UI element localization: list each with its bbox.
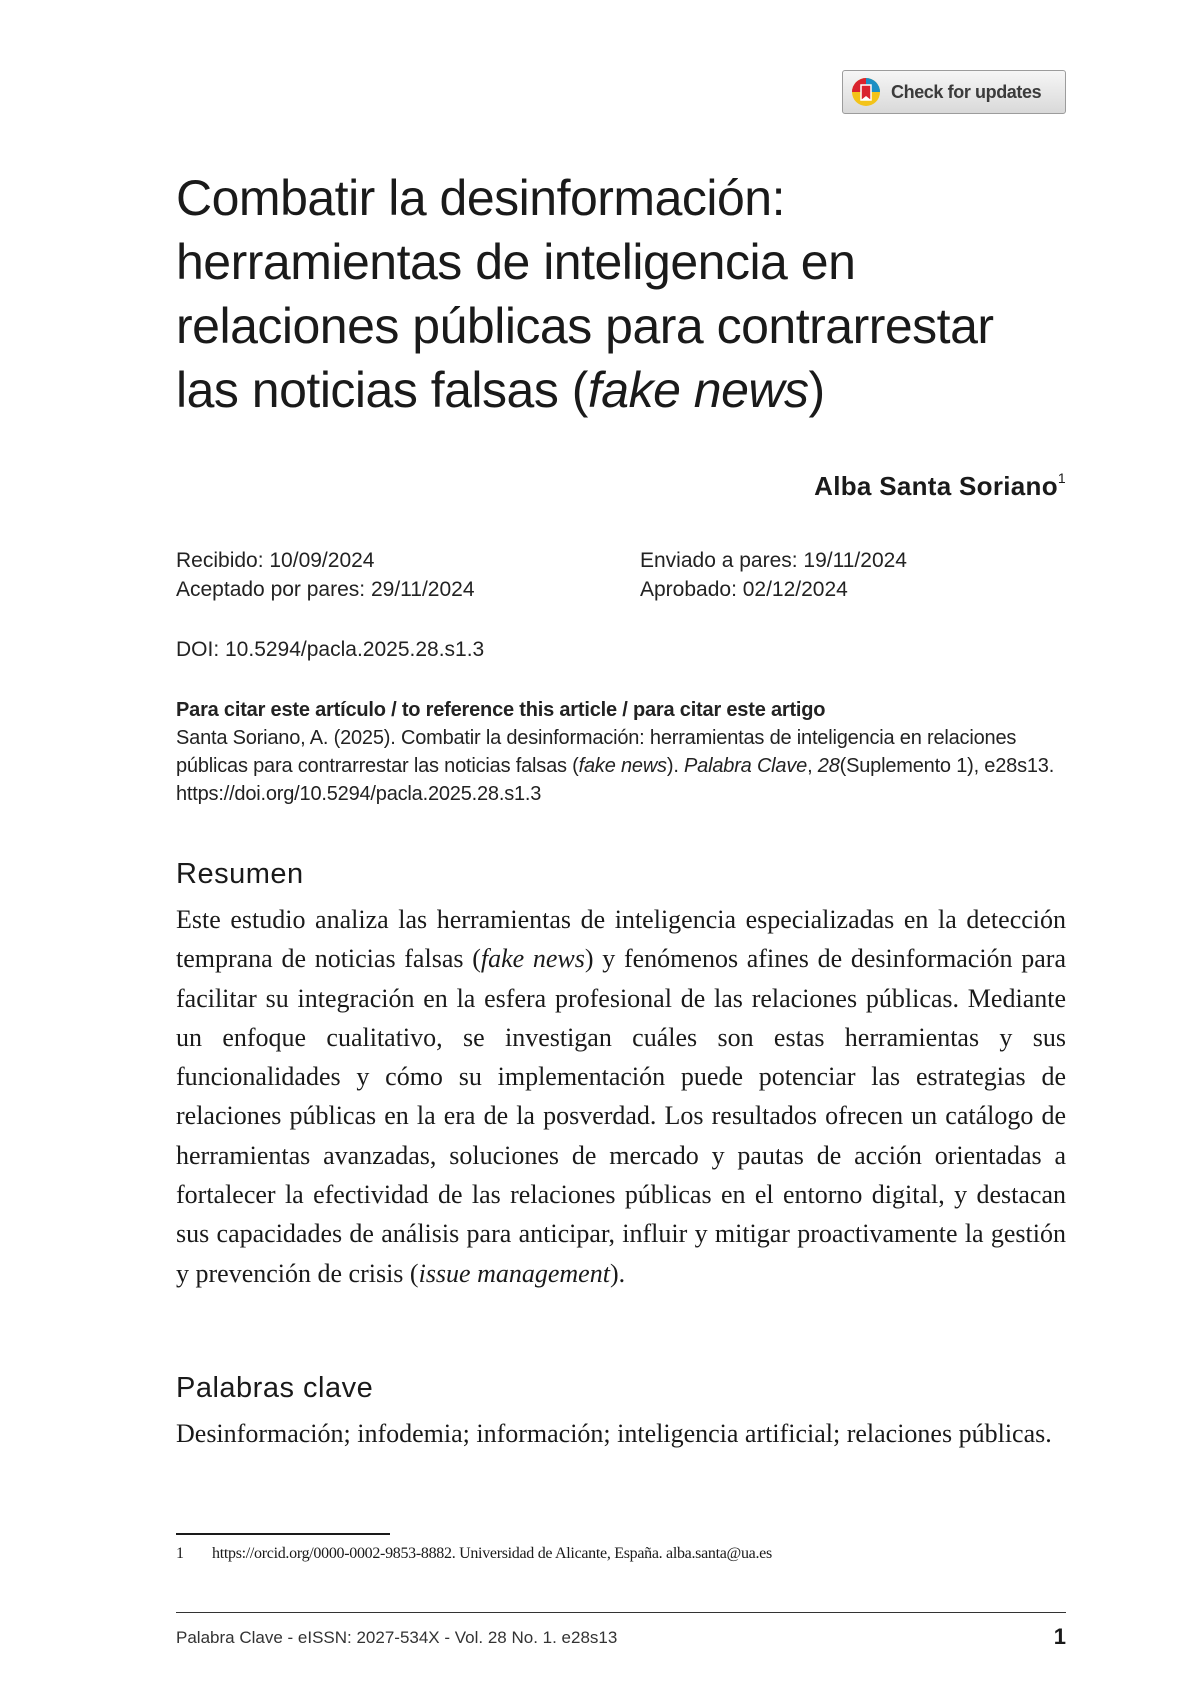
doi: DOI: 10.5294/pacla.2025.28.s1.3 bbox=[176, 638, 485, 661]
dates-right-column bbox=[640, 546, 907, 604]
abstract-text bbox=[176, 900, 1066, 1293]
dates-left-column bbox=[176, 546, 475, 604]
footer-journal-info: Palabra Clave - eISSN: 2027-534X - Vol. 28 No. 1. e28s13 bbox=[176, 1628, 618, 1647]
footnote-text: https://orcid.org/0000-0002-9853-8882. Universidad de Alicante, España. alba.santa@ua.es bbox=[212, 1545, 772, 1562]
footnote bbox=[176, 1545, 1076, 1563]
approved-date: Aprobado: 02/12/2024 bbox=[640, 578, 848, 601]
title-line-2: herramientas de inteligencia en bbox=[176, 234, 856, 290]
crossmark-icon bbox=[851, 77, 881, 107]
check-for-updates-button[interactable] bbox=[842, 70, 1066, 114]
citation-part-2: ). bbox=[666, 755, 685, 777]
title-line-3: relaciones públicas para contrarrestar bbox=[176, 298, 994, 354]
citation-volume: 28 bbox=[817, 755, 840, 777]
citation-italic-1: fake news bbox=[578, 755, 667, 777]
abstract-part-2: ) y fenómenos afines de desinformación para facilitar su integración en la esfera profesional de las relaciones públicas. Mediante un enfoque cualitativo, se investigan cuáles son estas herramientas y sus funcionalidades y cómo su implementación puede potenciar las estrategias de relaciones públicas en la era de la posverdad. Los resultados ofrecen un catálogo de herramientas avanzadas, soluciones de mercado y pautas de acción orientadas a fortalecer la efectividad de las relaciones públicas en el entorno digital, y destacan sus capacidades de análisis para anticipar, influir y mitigar proactivamente la gestión y prevención de crisis ( bbox=[176, 944, 1066, 1288]
title-line-4-suffix: ) bbox=[808, 362, 825, 418]
citation-part-4: (Suplemento 1), e28s13. https://doi.org/10.5294/pacla.2025.28.s1.3 bbox=[176, 755, 1055, 805]
citation-part-1: Santa Soriano, A. (2025). Combatir la desinformación: herramientas de inteligencia en relaciones públicas para contrarrestar las noticias falsas ( bbox=[176, 727, 1017, 777]
page-number: 1 bbox=[1053, 1624, 1066, 1649]
author-name: Alba Santa Soriano bbox=[814, 471, 1058, 501]
footnote-number: 1 bbox=[176, 1545, 184, 1562]
keywords-heading: Palabras clave bbox=[176, 1372, 374, 1404]
citation-text bbox=[176, 724, 1076, 808]
abstract-part-3: ). bbox=[609, 1258, 626, 1288]
citation-journal: Palabra Clave bbox=[684, 755, 808, 777]
sent-peers-date: Enviado a pares: 19/11/2024 bbox=[640, 549, 907, 572]
citation-part-3: , bbox=[807, 755, 818, 777]
citation-heading: Para citar este artículo / to reference this article / para citar este artigo bbox=[176, 699, 826, 721]
abstract-heading: Resumen bbox=[176, 858, 304, 890]
title-line-4-italic: fake news bbox=[587, 362, 809, 418]
footer-divider bbox=[176, 1612, 1066, 1613]
author-footnote-mark: 1 bbox=[1057, 470, 1066, 486]
article-title bbox=[176, 166, 1096, 422]
abstract-part-1: Este estudio analiza las herramientas de inteligencia especializadas en la detección temprana de noticias falsas ( bbox=[176, 905, 1066, 974]
footnote-divider bbox=[176, 1533, 390, 1535]
title-line-4-prefix: las noticias falsas ( bbox=[176, 362, 588, 418]
check-for-updates-label: Check for updates bbox=[891, 81, 1042, 102]
citation-block bbox=[176, 696, 1076, 808]
author bbox=[814, 470, 1066, 502]
abstract-italic-1: fake news bbox=[480, 944, 585, 974]
keywords-text: Desinformación; infodemia; información; inteligencia artificial; relaciones públicas. bbox=[176, 1419, 1052, 1448]
abstract-italic-2: issue management bbox=[418, 1258, 610, 1288]
title-line-1: Combatir la desinformación: bbox=[176, 170, 785, 226]
received-date: Recibido: 10/09/2024 bbox=[176, 549, 375, 572]
accepted-peers-date: Aceptado por pares: 29/11/2024 bbox=[176, 578, 475, 601]
